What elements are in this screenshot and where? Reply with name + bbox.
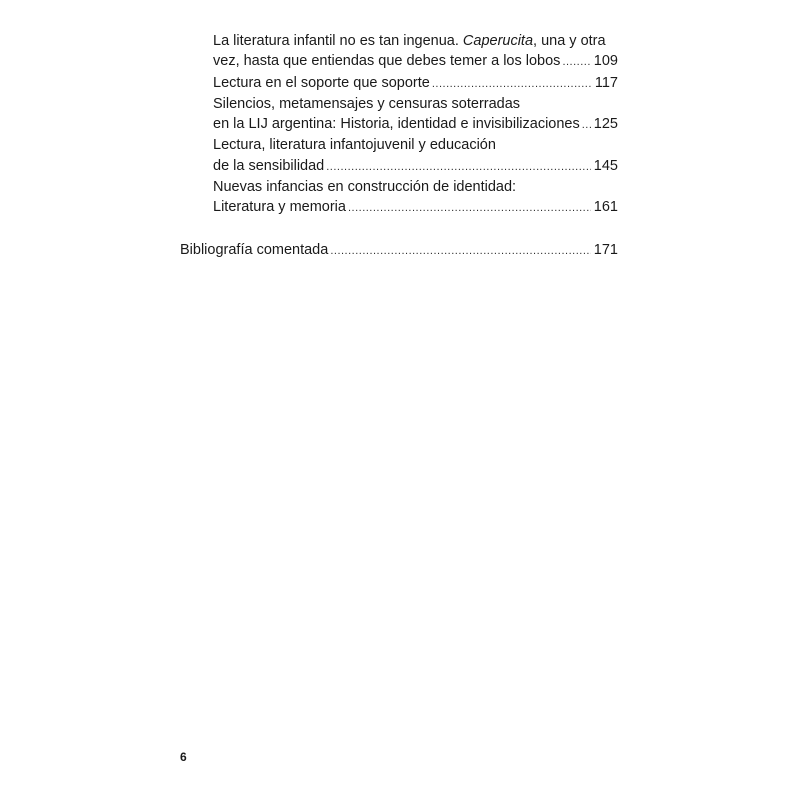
toc-entry-text: Nuevas infancias en construcción de identidad: xyxy=(213,179,517,196)
toc-entry-text: , una y otra xyxy=(533,33,606,49)
toc-entry-lectura-soporte[interactable] xyxy=(180,73,618,94)
toc-page-number: 125 xyxy=(593,116,618,133)
dot-leader xyxy=(330,241,590,261)
toc-page-number: 171 xyxy=(593,241,618,258)
toc-entry-text: Lectura, literatura infantojuvenil y educación xyxy=(213,137,496,154)
dot-leader xyxy=(348,198,591,218)
page-number-folio: 6 xyxy=(180,750,187,764)
toc-entry-line xyxy=(213,177,618,197)
toc-entry-line xyxy=(180,240,618,261)
toc-entry-line xyxy=(213,73,618,94)
dot-leader xyxy=(326,157,591,177)
toc-page-number: 117 xyxy=(594,74,618,91)
toc-page-number: 161 xyxy=(593,199,618,216)
toc-entry-line xyxy=(213,114,618,135)
toc-entry-text: de la sensibilidad xyxy=(213,157,325,174)
toc-entry-text: en la LIJ argentina: Historia, identidad e invisibilizaciones xyxy=(213,116,580,133)
toc-entry-text: La literatura infantil no es tan ingenua. xyxy=(213,33,463,49)
toc-entry-silencios[interactable] xyxy=(180,94,618,136)
toc-entry-bibliografia[interactable] xyxy=(180,240,618,261)
toc-entry-line xyxy=(213,31,618,51)
dot-leader xyxy=(432,74,592,94)
toc-page-number: 109 xyxy=(593,53,618,70)
spacer xyxy=(180,219,618,240)
toc-entry-line xyxy=(213,135,618,155)
toc-entry-literatura-infantil[interactable] xyxy=(180,31,618,73)
toc-entry-text: Silencios, metamensajes y censuras soterradas xyxy=(213,95,521,112)
dot-leader xyxy=(562,52,590,72)
toc-entry-line xyxy=(213,197,618,218)
toc-entry-text: vez, hasta que entiendas que debes temer a los lobos xyxy=(213,53,561,70)
toc-entry-line xyxy=(213,51,618,72)
toc-entry-nuevas-infancias[interactable] xyxy=(180,177,618,219)
toc-entry-text: Lectura en el soporte que soporte xyxy=(213,74,430,91)
toc-entry-line xyxy=(213,156,618,177)
dot-leader xyxy=(582,115,591,135)
toc-entry-text: Bibliografía comentada xyxy=(180,241,329,258)
table-of-contents xyxy=(180,31,618,261)
toc-entry-lectura-literatura[interactable] xyxy=(180,135,618,177)
toc-entry-line xyxy=(213,94,618,114)
toc-page-number: 145 xyxy=(593,157,618,174)
toc-entry-text: Literatura y memoria xyxy=(213,199,346,216)
toc-entry-italic-title: Caperucita xyxy=(462,33,534,49)
